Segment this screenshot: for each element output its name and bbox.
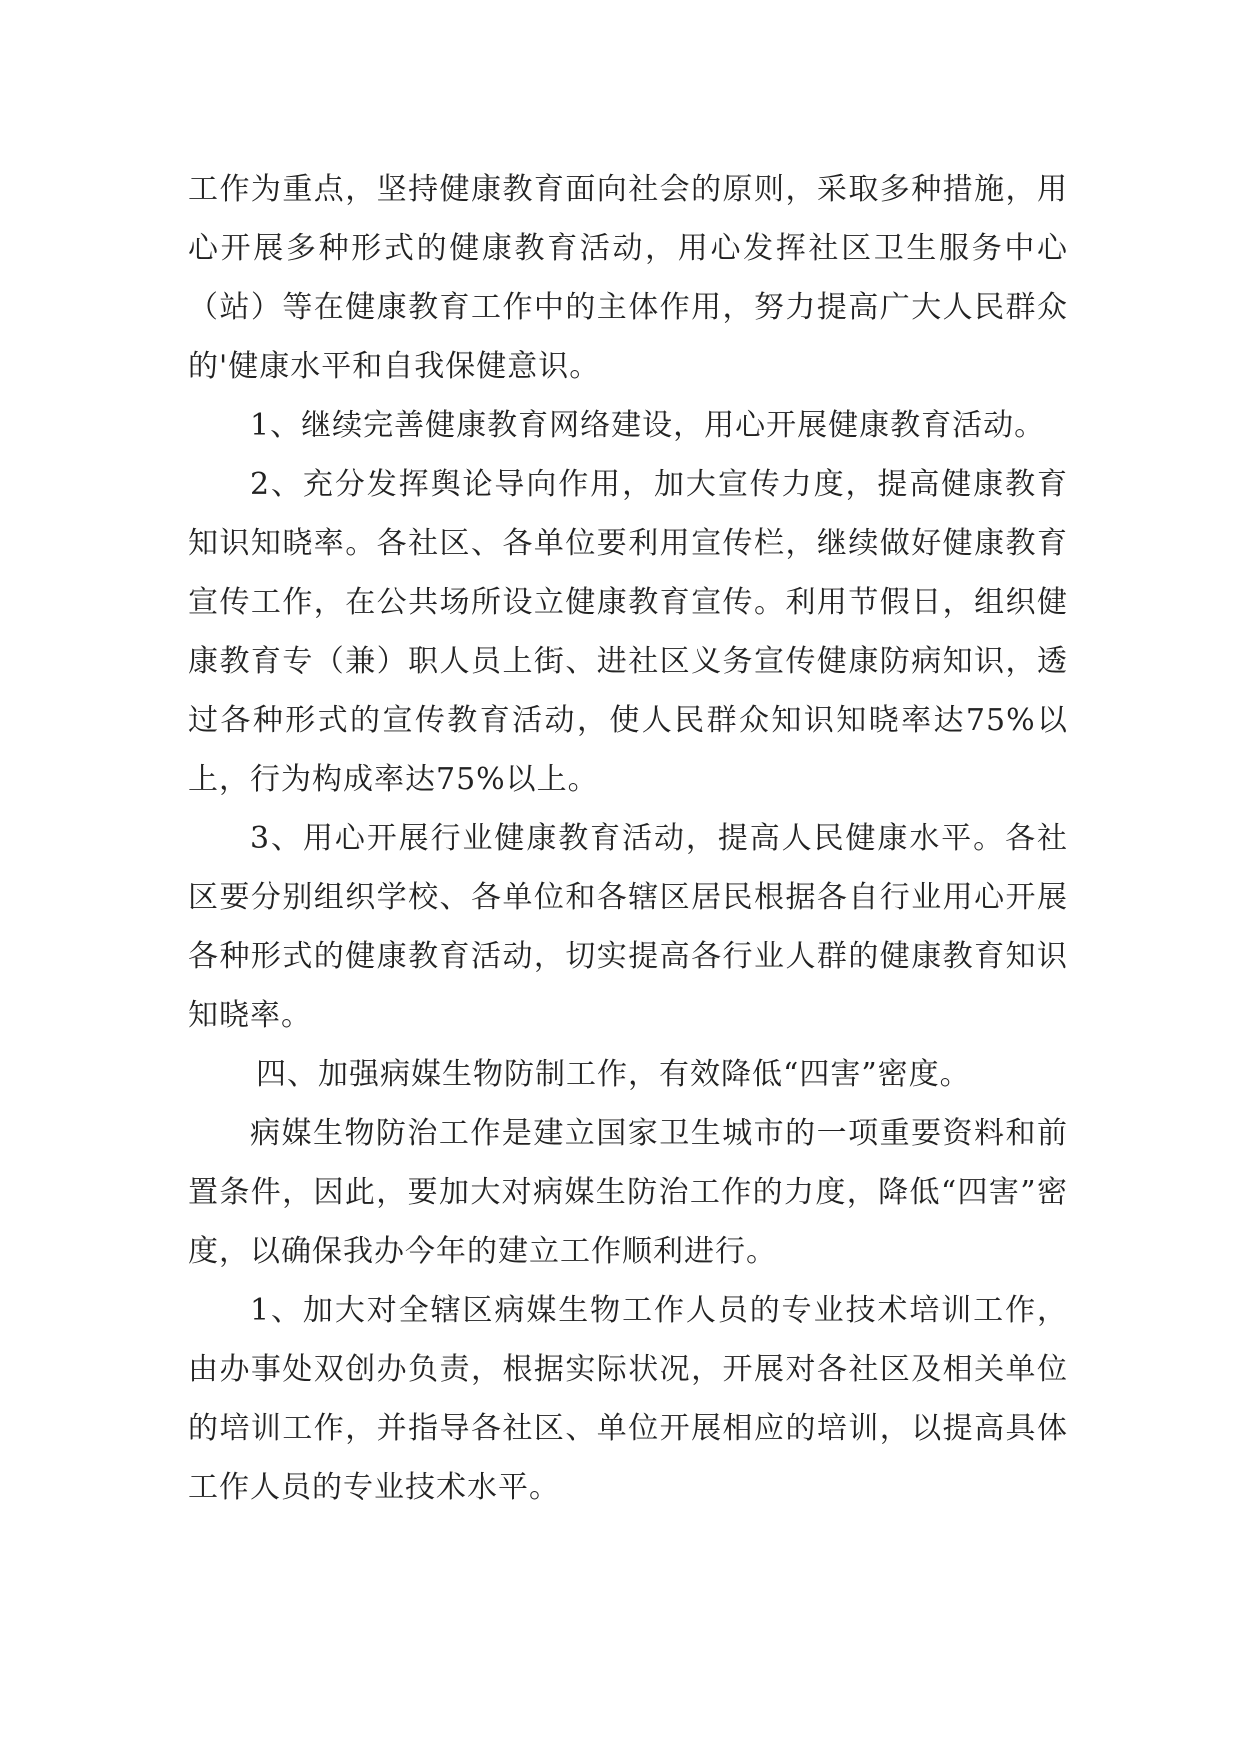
paragraph-intro: 工作为重点，坚持健康教育面向社会的原则，采取多种措施，用心开展多种形式的健康教育活动，用心发挥社区卫生服务中心（站）等在健康教育工作中的主体作用，努力提高广大人民群众的'健康水平和自我保健意识。 <box>188 172 1068 384</box>
paragraph-item-1: 1、继续完善健康教育网络建设，用心开展健康教育活动。 <box>250 408 1046 443</box>
section-heading-4: 四、加强病媒生物防制工作，有效降低“四害”密度。 <box>256 1057 971 1092</box>
paragraph-section-4-intro: 病媒生物防治工作是建立国家卫生城市的一项重要资料和前置条件，因此，要加大对病媒生防治工作的力度，降低“四害”密度，以确保我办今年的建立工作顺利进行。 <box>188 1116 1068 1269</box>
paragraph-item-3: 3、用心开展行业健康教育活动，提高人民健康水平。各社区要分别组织学校、各单位和各辖区居民根据各自行业用心开展各种形式的健康教育活动，切实提高各行业人群的健康教育知识知晓率。 <box>188 821 1068 1033</box>
document-body <box>188 160 1068 1517</box>
paragraph-section-4-item-1: 1、加大对全辖区病媒生物工作人员的专业技术培训工作，由办事处双创办负责，根据实际状况，开展对各社区及相关单位的培训工作，并指导各社区、单位开展相应的培训，以提高具体工作人员的专业技术水平。 <box>188 1293 1068 1505</box>
paragraph-item-2: 2、充分发挥舆论导向作用，加大宣传力度，提高健康教育知识知晓率。各社区、各单位要利用宣传栏，继续做好健康教育宣传工作，在公共场所设立健康教育宣传。利用节假日，组织健康教育专（兼）职人员上街、进社区义务宣传健康防病知识，透过各种形式的宣传教育活动，使人民群众知识知晓率达75%以上，行为构成率达75%以上。 <box>188 467 1068 797</box>
